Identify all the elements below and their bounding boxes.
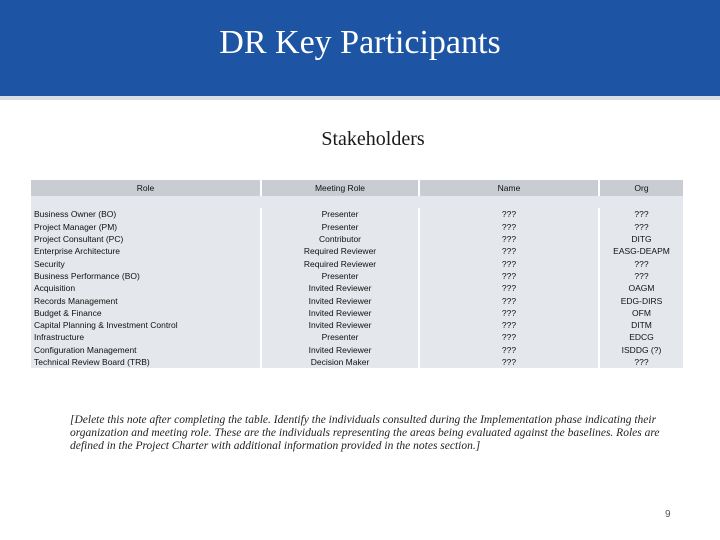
table-row	[31, 344, 683, 356]
cell-org: DITG	[599, 233, 683, 245]
cell-role: Technical Review Board (TRB)	[31, 356, 261, 368]
table-row	[31, 307, 683, 319]
cell-meeting-role: Required Reviewer	[261, 257, 419, 269]
instruction-note: [Delete this note after completing the table. Identify the individuals consulted during the Implementation phase indicating their organization and meeting role. These are the individuals representing the areas being evaluated against the baselines. Roles are defined in the Project Charter with additional information provided in the notes section.]	[70, 414, 660, 452]
table-row	[31, 319, 683, 331]
cell-org: ???	[599, 221, 683, 233]
cell-name: ???	[419, 356, 599, 368]
page-number: 9	[665, 509, 671, 520]
cell-org: ???	[599, 208, 683, 220]
cell-role: Infrastructure	[31, 331, 261, 343]
cell-meeting-role: Presenter	[261, 208, 419, 220]
cell-name: ???	[419, 221, 599, 233]
cell-org: ???	[599, 270, 683, 282]
cell-role: Records Management	[31, 294, 261, 306]
table-row	[31, 233, 683, 245]
cell-org: OFM	[599, 307, 683, 319]
cell-role: Configuration Management	[31, 344, 261, 356]
table-header-row	[31, 180, 683, 196]
cell-org: ISDDG (?)	[599, 344, 683, 356]
cell-meeting-role: Presenter	[261, 270, 419, 282]
cell-meeting-role: Presenter	[261, 221, 419, 233]
table-row	[31, 208, 683, 220]
cell-name: ???	[419, 344, 599, 356]
cell-meeting-role: Invited Reviewer	[261, 282, 419, 294]
cell-org: EASG-DEAPM	[599, 245, 683, 257]
slide-title: DR Key Participants	[219, 24, 501, 61]
cell-org: OAGM	[599, 282, 683, 294]
cell-meeting-role: Invited Reviewer	[261, 319, 419, 331]
table-body	[31, 196, 683, 368]
table-row	[31, 257, 683, 269]
table-row	[31, 270, 683, 282]
cell-meeting-role: Invited Reviewer	[261, 294, 419, 306]
column-header-name: Name	[419, 180, 599, 196]
table-row	[31, 356, 683, 368]
cell-meeting-role: Contributor	[261, 233, 419, 245]
cell-role: Capital Planning & Investment Control	[31, 319, 261, 331]
cell-org: ???	[599, 257, 683, 269]
cell-role: Enterprise Architecture	[31, 245, 261, 257]
cell-name: ???	[419, 270, 599, 282]
cell-name: ???	[419, 208, 599, 220]
table-row	[31, 221, 683, 233]
cell-role: Business Owner (BO)	[31, 208, 261, 220]
cell-name: ???	[419, 294, 599, 306]
table-row	[31, 331, 683, 343]
cell-org: DITM	[599, 319, 683, 331]
table-subtitle: Stakeholders	[321, 128, 425, 150]
cell-role: Acquisition	[31, 282, 261, 294]
table-row	[31, 245, 683, 257]
cell-meeting-role: Invited Reviewer	[261, 307, 419, 319]
cell-name: ???	[419, 245, 599, 257]
cell-org: EDG-DIRS	[599, 294, 683, 306]
cell-org: ???	[599, 356, 683, 368]
cell-meeting-role: Decision Maker	[261, 356, 419, 368]
cell-name: ???	[419, 282, 599, 294]
column-header-meeting-role: Meeting Role	[261, 180, 419, 196]
cell-role: Project Manager (PM)	[31, 221, 261, 233]
cell-role: Business Performance (BO)	[31, 270, 261, 282]
table-row	[31, 282, 683, 294]
cell-meeting-role: Required Reviewer	[261, 245, 419, 257]
cell-meeting-role: Invited Reviewer	[261, 344, 419, 356]
cell-name: ???	[419, 307, 599, 319]
cell-role: Security	[31, 257, 261, 269]
cell-org: EDCG	[599, 331, 683, 343]
column-header-org: Org	[599, 180, 683, 196]
stakeholders-table	[31, 180, 683, 368]
cell-name: ???	[419, 319, 599, 331]
column-header-role: Role	[31, 180, 261, 196]
cell-role: Project Consultant (PC)	[31, 233, 261, 245]
cell-name: ???	[419, 257, 599, 269]
title-banner	[0, 0, 720, 100]
table-row	[31, 294, 683, 306]
cell-meeting-role: Presenter	[261, 331, 419, 343]
cell-name: ???	[419, 331, 599, 343]
cell-name: ???	[419, 233, 599, 245]
cell-role: Budget & Finance	[31, 307, 261, 319]
